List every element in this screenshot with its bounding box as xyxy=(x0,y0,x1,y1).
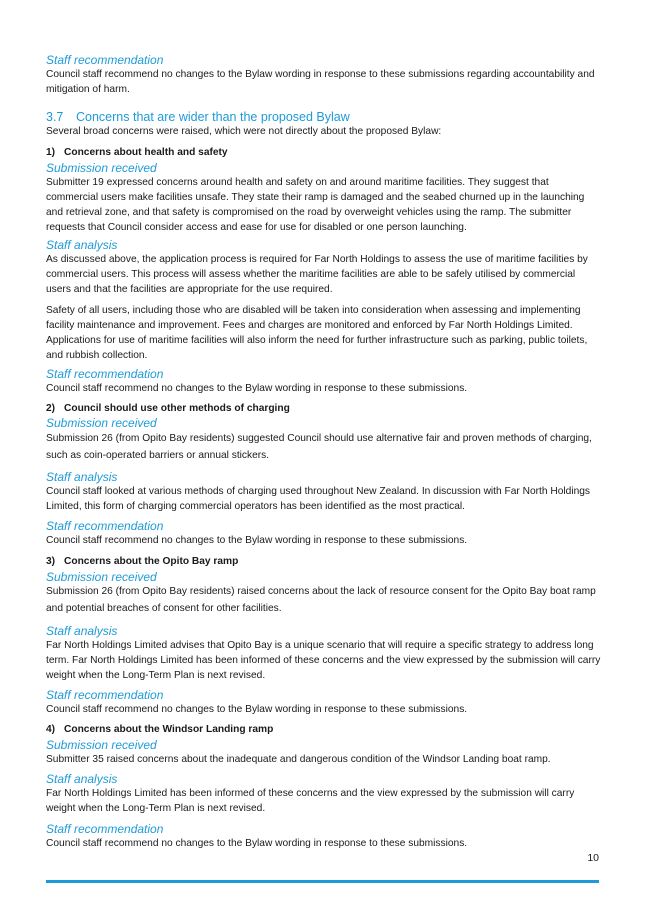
paragraph: As discussed above, the application process is required for Far North Holdings to assess the use of maritime facilities by commercial users. This process will assess whether the maritime facilities are able to be safely utilised by commercial users and that the facilities are appropriate for the use required. xyxy=(46,254,588,295)
section-title: Concerns that are wider than the proposed Bylaw xyxy=(76,110,350,124)
heading-title: Concerns about the Opito Bay ramp xyxy=(64,556,239,567)
heading-number: 3) xyxy=(46,556,56,567)
paragraph: Council staff recommend no changes to the Bylaw wording in response to these submissions. xyxy=(46,838,468,849)
section-heading xyxy=(46,110,350,125)
numbered-heading xyxy=(46,723,273,737)
subheading-submission-received: Submission received xyxy=(46,738,157,752)
paragraph: Submitter 19 expressed concerns around health and safety on and around maritime facilities. They suggest that commercial users make facilities unsafe. They state their ramp is damaged and the seabed churned up in the launching and retrieval zone, and that safety is compromised on the road by overweight vehicles using the ramp. The submitter requests that Council consider access and ease for use for disabled or one person launching. xyxy=(46,177,585,233)
paragraph: Council staff recommend no changes to the Bylaw wording in response to these submissions. xyxy=(46,535,468,546)
heading-number: 1) xyxy=(46,147,56,158)
numbered-heading xyxy=(46,146,228,160)
page-number: 10 xyxy=(587,852,599,864)
subheading-submission-received: Submission received xyxy=(46,570,157,584)
paragraph: Submitter 35 raised concerns about the inadequate and dangerous condition of the Windsor Landing boat ramp. xyxy=(46,754,551,765)
paragraph: Council staff recommend no changes to the Bylaw wording in response to these submissions. xyxy=(46,383,468,394)
heading-number: 4) xyxy=(46,724,56,735)
paragraph: Council staff recommend no changes to the Bylaw wording in response to these submissions. xyxy=(46,704,468,715)
subheading-submission-received: Submission received xyxy=(46,161,157,175)
section-number: 3.7 xyxy=(46,110,64,124)
paragraph: Far North Holdings Limited has been informed of these concerns and the view expressed by the submission will carry weight when the Long-Term Plan is next revised. xyxy=(46,788,575,814)
subheading-staff-analysis: Staff analysis xyxy=(46,470,118,484)
subheading-staff-recommendation: Staff recommendation xyxy=(46,367,164,381)
subheading-staff-recommendation: Staff recommendation xyxy=(46,53,164,67)
subheading-staff-recommendation: Staff recommendation xyxy=(46,688,164,702)
heading-title: Council should use other methods of charging xyxy=(64,403,290,414)
paragraph: Several broad concerns were raised, which were not directly about the proposed Bylaw: xyxy=(46,126,442,137)
subheading-staff-recommendation: Staff recommendation xyxy=(46,519,164,533)
paragraph: Council staff recommend no changes to the Bylaw wording in response to these submissions regarding accountability and mitigation of harm. xyxy=(46,69,595,95)
subheading-staff-analysis: Staff analysis xyxy=(46,624,118,638)
paragraph: Safety of all users, including those who are disabled will be taken into consideration when assessing and implementing facility maintenance and improvement. Fees and charges are monitored and enforced by Far North Holdings Limited. Applications for use of maritime facilities will also inform the need for further infrastructure such as parking, public toilets, and rubbish collection. xyxy=(46,305,588,361)
subheading-staff-analysis: Staff analysis xyxy=(46,772,118,786)
paragraph: Submission 26 (from Opito Bay residents) raised concerns about the lack of resource consent for the Opito Bay boat ramp and potential breaches of consent for other facilities. xyxy=(46,586,596,614)
subheading-staff-recommendation: Staff recommendation xyxy=(46,822,164,836)
heading-number: 2) xyxy=(46,403,56,414)
paragraph: Submission 26 (from Opito Bay residents) suggested Council should use alternative fair and proven methods of charging, such as coin-operated barriers or annual stickers. xyxy=(46,433,592,461)
footer-rule xyxy=(46,880,599,883)
numbered-heading xyxy=(46,555,238,569)
heading-title: Concerns about health and safety xyxy=(64,147,228,158)
subheading-staff-analysis: Staff analysis xyxy=(46,238,118,252)
paragraph: Council staff looked at various methods of charging used throughout New Zealand. In discussion with Far North Holdings Limited, this form of charging commercial operators has been identified as the most practical. xyxy=(46,486,591,512)
heading-title: Concerns about the Windsor Landing ramp xyxy=(64,724,274,735)
subheading-submission-received: Submission received xyxy=(46,416,157,430)
numbered-heading xyxy=(46,402,290,416)
paragraph: Far North Holdings Limited advises that Opito Bay is a unique scenario that will require a specific strategy to address long term. Far North Holdings Limited has been informed of these concerns and the view expressed by the submission will carry weight when the Long-Term Plan is next revised. xyxy=(46,640,601,681)
